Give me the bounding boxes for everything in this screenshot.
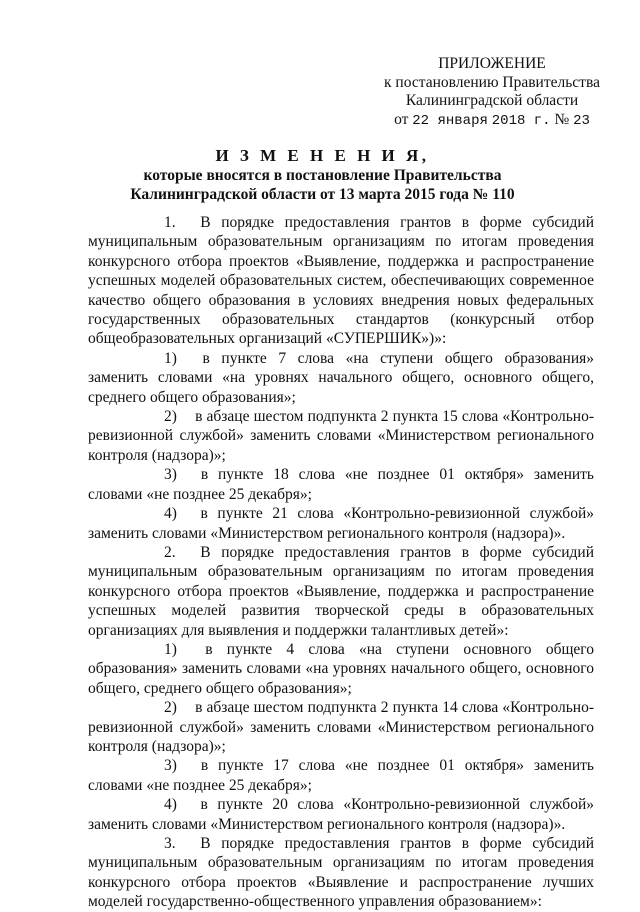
item-number: 4)	[164, 505, 177, 523]
appendix-title: ПРИЛОЖЕНИЕ	[438, 55, 546, 72]
appendix-block	[382, 55, 602, 130]
item-text: в пункте 4 слова «на ступени основного общего образования» заменить словами «на уровнях начального общего, основного общего, среднего общего образования»;	[88, 640, 594, 697]
section-number: 3.	[164, 835, 176, 852]
list-item	[88, 465, 594, 504]
list-item	[88, 504, 594, 543]
list-item	[88, 795, 594, 834]
item-text: в абзаце шестом подпункта 2 пункта 14 слова «Контрольно-ревизионной службой» заменить словами «Министерством регионального контроля (надзора)»;	[88, 699, 595, 755]
document-body	[88, 213, 594, 912]
list-item	[88, 407, 594, 465]
list-item	[88, 640, 594, 698]
year-value: 2018 г.	[491, 112, 551, 129]
list-item	[88, 756, 594, 795]
section-text: В порядке предоставления грантов в форме субсидий муниципальным образовательным организациям по итогам проведения конкурсного отбора проектов «Выявление и распространение лучших моделей государственно-общественного управления образованием»:	[88, 835, 594, 911]
section-number: 1.	[164, 214, 176, 231]
document-title: И З М Е Н Е Н И Я,	[215, 146, 430, 165]
section-paragraph	[88, 213, 594, 349]
date-prefix: от	[394, 110, 409, 128]
list-item	[88, 349, 594, 407]
number-sign: №	[554, 110, 570, 128]
list-item	[88, 698, 594, 756]
appendix-line-1: к постановлению Правительства	[384, 73, 600, 91]
item-text: в пункте 18 слова «не позднее 01 октября» заменить словами «не позднее 25 декабря»;	[88, 466, 595, 503]
item-number: 3)	[164, 757, 177, 775]
section-text: В порядке предоставления грантов в форме субсидий муниципальным образовательным организациям по итогам проведения конкурсного отбора проектов «Выявление, поддержка и распространение успешных моделей развития творческой среды в образовательных организациях для выявления и поддержки талантливых детей»:	[88, 543, 594, 639]
item-number: 2)	[164, 699, 177, 717]
item-number: 1)	[164, 349, 177, 367]
item-number: 1)	[164, 640, 177, 658]
section-text: В порядке предоставления грантов в форме субсидий муниципальным образовательным организациям по итогам проведения конкурсного отбора проектов «Выявление, поддержка и распространение успешных моделей образовательных систем, обеспечивающих современное качество общего образования в условиях внедрения новых федеральных государственных образовательных стандартов (конкурсный отбор общеобразовательных организаций «СУПЕРШИК»)»:	[88, 214, 594, 348]
appendix-date-line	[382, 111, 602, 131]
title-block	[60, 146, 585, 204]
document-subtitle-2: Калининградской области от 13 марта 2015 года № 110	[130, 186, 515, 203]
document-number: 23	[573, 112, 590, 129]
item-text: в абзаце шестом подпункта 2 пункта 15 слова «Контрольно-ревизионной службой» заменить словами «Министерством регионального контроля (надзора)»;	[88, 408, 595, 464]
section-paragraph	[88, 543, 594, 640]
date-handwritten: 22 января	[412, 112, 488, 129]
item-number: 3)	[164, 466, 177, 484]
item-text: в пункте 20 слова «Контрольно-ревизионной службой» заменить словами «Министерством регионального контроля (надзора)».	[88, 796, 594, 833]
item-number: 2)	[164, 408, 177, 426]
item-text: в пункте 17 слова «не позднее 01 октября» заменить словами «не позднее 25 декабря»;	[88, 757, 595, 794]
item-text: в пункте 21 слова «Контрольно-ревизионной службой» заменить словами «Министерством регионального контроля (надзора)».	[88, 505, 594, 542]
item-text: в пункте 7 слова «на ступени общего образования» заменить словами «на уровнях начального общего, основного общего, среднего общего образования»;	[88, 349, 594, 406]
section-number: 2.	[164, 543, 176, 561]
appendix-line-2: Калининградской области	[405, 92, 579, 109]
section-paragraph	[88, 834, 594, 912]
item-number: 4)	[164, 796, 177, 814]
document-subtitle-1: которые вносятся в постановление Правительства	[143, 167, 502, 184]
